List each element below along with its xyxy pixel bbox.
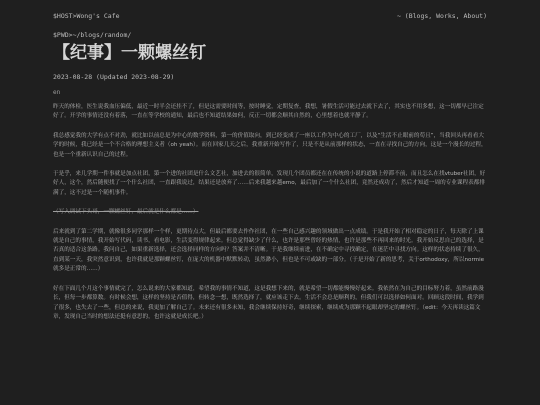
paragraph: 昨天的体检，医生说我血压偏低，最近一时半会还挂不了，但是这需要时间等，按时睡觉，定期复查，我想，暑假生活可能过去就下去了，其实也不用多想，这一切都早已注定好了。开学的事情还没有着落，一直在等学校的通知，最后也不知道结果如何，反正一切都会顺其自然的，心里想着也就平静了。	[53, 104, 484, 120]
paragraph: 后来就到了第二学期，就像很多同学那样一个样，更期待点大，但最后都要去作作社团，在一些自己感兴趣的领域做出一点成绩。于是我开始了相对稳定的日子，每天除了上课就是自己的事情，我开始写代码，读书，看电影，生活变得规律起来。但总觉得缺少了什么，也许是那些曾经的热情，也许是那些不再回来的时光。我开始反思自己的选择，是否真的适合这条路。我问自己，如果重新选择，还会选择同样的方向吗？答案并不清晰。于是我继续前进，在不确定中寻找确定，在迷茫中寻找方向。这样的状态持续了很久，直到某一天，我突然意识到，也许我就是那颗螺丝钉，在庞大的机器中默默转动，虽然渺小，但也是不可或缺的一部分。（于是开始了新的思考，关于orthodoxy，所以normie就多是正常的……）	[53, 228, 485, 273]
top-bar	[53, 10, 487, 22]
paragraph: 好在下面几个月这个事情就完了，怎么说来的大家都知道，希望我的事情不知道，这是我想下来的，就是希望一切都能慢慢好起来。我依然在为自己的目标努力着，虽然前路漫长，但每一步都算数。有时候会想，这样的坚持是否值得，但转念一想，既然选择了，就应该走下去。生活不会总是顺利的，但我们可以选择如何面对。回顾这段时间，我学到了很多，也失去了一些，但总的来说，我更加了解自己了。未来还有很多未知，我会继续保持好奇，继续探索，继续成为那颗不起眼却坚定的螺丝钉。（edit：今天再读这篇文章，发现自己当时的想法还挺有意思的，也许这就是成长吧。）	[53, 285, 484, 320]
site-nav-links[interactable]: ~ (Blogs, Works, About)	[396, 12, 487, 20]
post-content	[53, 103, 487, 332]
paragraph: 于是乎，来几学期一件事就是加点社团，第一个进的社团是什么文艺社，加进去的很简单，发现几个团员都还在在传统的小说的道路上停滞不前，而且怎么在找vtuber社团，好好人，这个，然后随便找了一个什么社团，一直跟我说过，结果还是放弃了……后来我越来越emo，最后加了一个什么社团，竟然还成功了，然后才知道一周的专业课程表都排满了，这不过是一个随机事件。	[53, 171, 486, 196]
post-date: 2023-08-28 (Updated 2023-08-29)	[53, 73, 175, 81]
strikethrough-paragraph: （写入调试下头哥，一颗螺丝钉，最后就是什么都是……）	[53, 209, 199, 216]
site-host-link[interactable]: $HOST>Wong's Cafe	[53, 12, 120, 20]
paragraph: 我总感觉我的大学有点不对劲，就比如以前总是为中心的数学资料，第一的价值取向，到已经变成了一座以工作为中心的工厂，以及“生活不止眼前的苟且”，当我回头再看看大学的时候，我已经是一个不合格的理想主义者（oh yeah）。而在回家几天之后，我重新开始写作了，只是不是从前那样的状态，一直在寻找自己的方向，这是一个漫长的过程，也是一个重新认识自己的过程。	[53, 132, 487, 158]
post-title: 【纪事】一颗螺丝钉	[53, 43, 206, 63]
breadcrumb-path: $PWD>~/blogs/random/	[53, 31, 132, 39]
language-tag[interactable]: en	[53, 89, 61, 96]
